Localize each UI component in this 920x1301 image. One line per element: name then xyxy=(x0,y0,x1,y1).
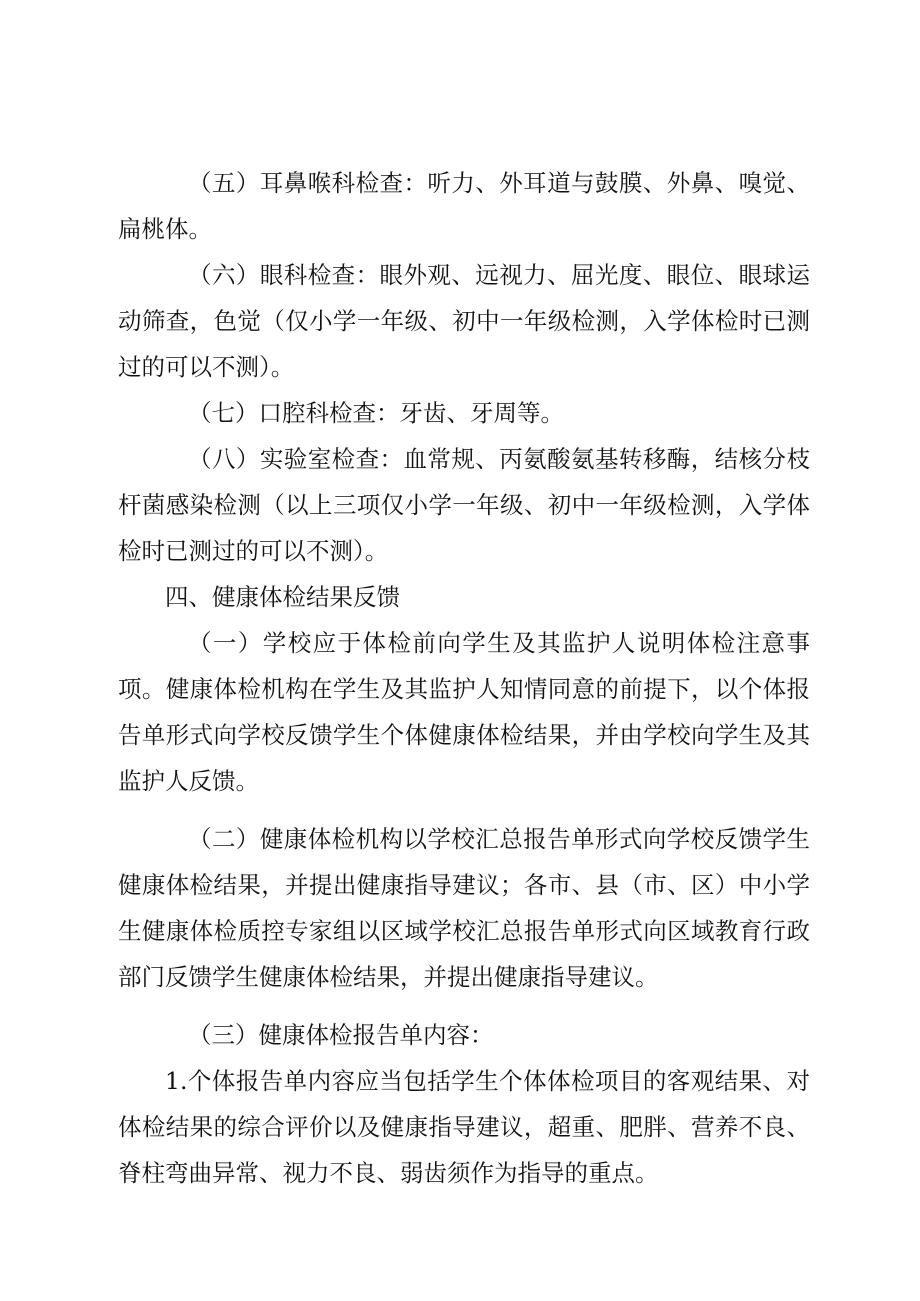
paragraph-eye-exam: （六）眼科检查：眼外观、远视力、屈光度、眼位、眼球运动筛查，色觉（仅小学一年级、初中一年级检测，入学体检时已测过的可以不测）。 xyxy=(118,261,810,381)
paragraph-individual-report: 1.个体报告单内容应当包括学生个体体检项目的客观结果、对体检结果的综合评价以及健康指导建议，超重、肥胖、营养不良、脊柱弯曲异常、视力不良、弱齿须作为指导的重点。 xyxy=(118,1067,810,1187)
paragraph-lab-exam: （八）实验室检查：血常规、丙氨酸氨基转移酶，结核分枝杆菌感染检测（以上三项仅小学一年级、初中一年级检测，入学体检时已测过的可以不测）。 xyxy=(118,445,810,565)
document-body xyxy=(118,160,810,1196)
paragraph-feedback-1: （一）学校应于体检前向学生及其监护人说明体检注意事项。健康体检机构在学生及其监护人知情同意的前提下，以个体报告单形式向学校反馈学生个体健康体检结果，并由学校向学生及其监护人反馈。 xyxy=(118,629,810,795)
paragraph-dental-exam: （七）口腔科检查：牙齿、牙周等。 xyxy=(188,399,564,427)
section-heading-feedback: 四、健康体检结果反馈 xyxy=(165,583,400,611)
paragraph-ent-exam: （五）耳鼻喉科检查：听力、外耳道与鼓膜、外鼻、嗅觉、扁桃体。 xyxy=(118,169,810,243)
paragraph-report-content: （三）健康体检报告单内容： xyxy=(188,1021,494,1049)
paragraph-feedback-2: （二）健康体检机构以学校汇总报告单形式向学校反馈学生健康体检结果，并提出健康指导建议；各市、县（市、区）中小学生健康体检质控专家组以区域学校汇总报告单形式向区域教育行政部门反馈学生健康体检结果，并提出健康指导建议。 xyxy=(118,825,810,991)
